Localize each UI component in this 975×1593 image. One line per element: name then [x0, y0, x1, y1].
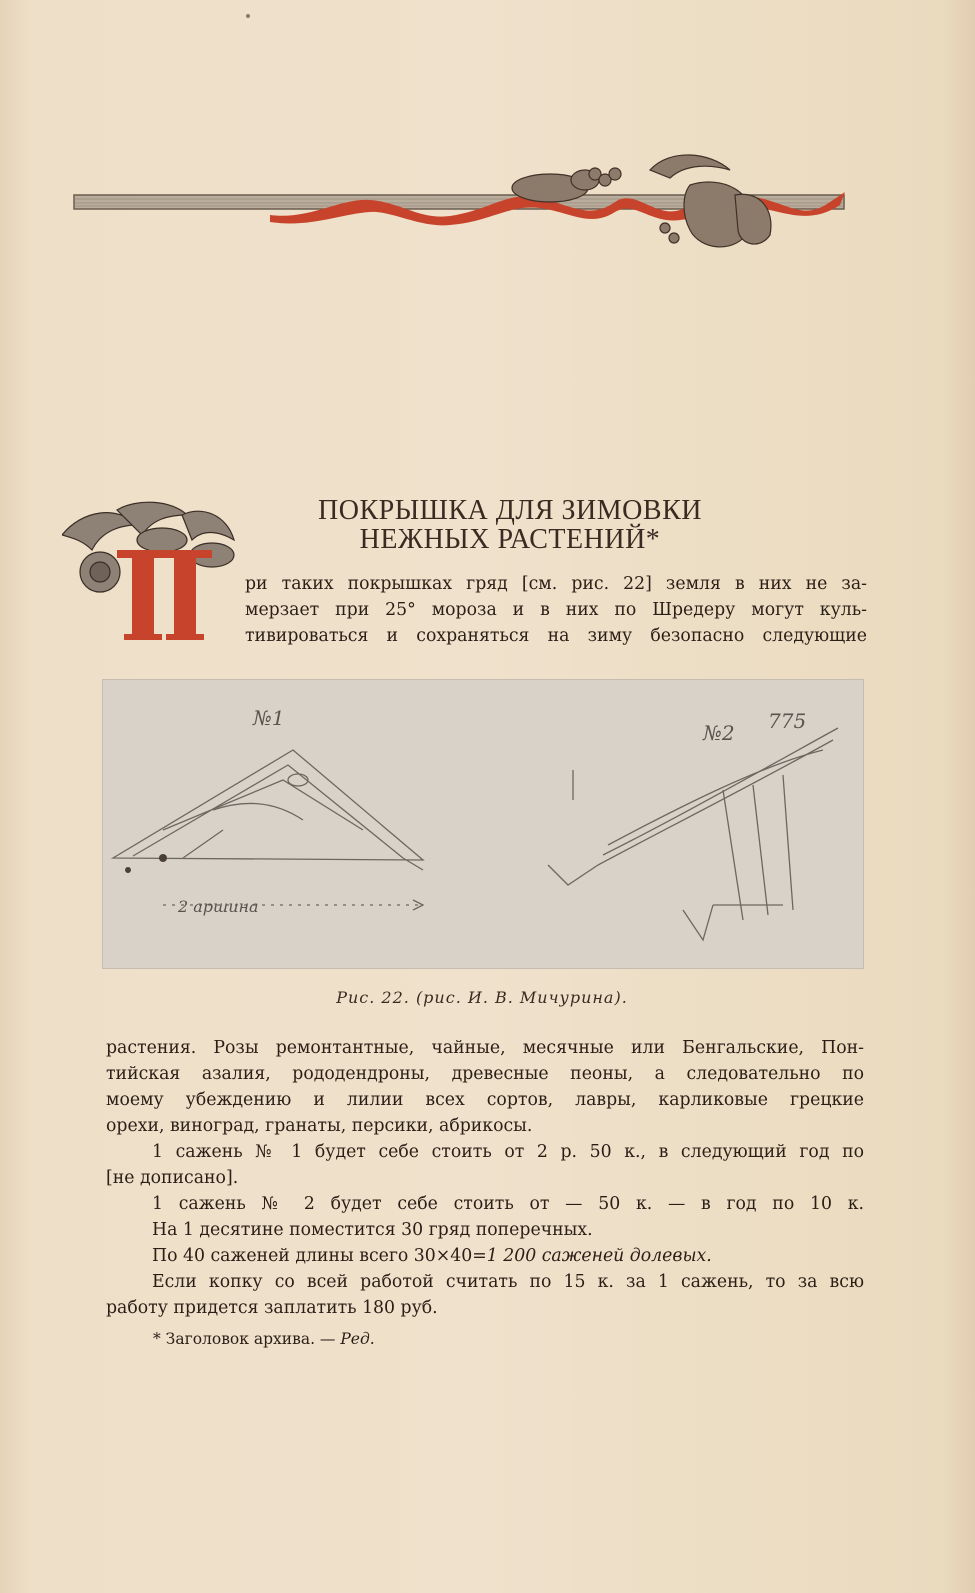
ornament-banner [70, 150, 870, 265]
body-line: Если копку со всей работой считать по 15 к. за 1 сажень, то за всю [152, 1272, 864, 1292]
caption-prefix: Рис. 22. [336, 988, 410, 1007]
body-line: растения. Розы ремонтантные, чайные, месячные или Бенгальские, Пон- [106, 1038, 864, 1058]
body-line: тийская азалия, рододендроны, древесные пеоны, а следовательно по [106, 1064, 864, 1084]
body-line: На 1 десятине поместится 30 гряд поперечных. [152, 1220, 593, 1240]
body-line: [не дописано]. [106, 1168, 239, 1188]
sketch-label-1: №1 [253, 706, 285, 730]
page-title-line-1: ПОКРЫШКА ДЛЯ ЗИМОВКИ [318, 495, 702, 526]
body-line: 1 сажень № 1 будет себе стоить от 2 р. 50 к., в следующий год по [152, 1142, 864, 1162]
body-line: орехи, виноград, гранаты, персики, абрикосы. [106, 1116, 533, 1136]
body-line: работу придется заплатить 180 руб. [106, 1298, 438, 1318]
intro-line: ри таких покрышках гряд [см. рис. 22] земля в них не за- [245, 574, 867, 594]
footnote [153, 1330, 375, 1348]
sketch-label-2: №2 [703, 721, 735, 745]
formula-result: 1 200 саженей долевых. [486, 1246, 712, 1266]
caption-rest: (рис. И. В. Мичурина). [415, 988, 628, 1007]
footnote-text: * Заголовок архива. — [153, 1330, 341, 1348]
formula-text: По 40 саженей длины всего 30×40= [152, 1246, 487, 1266]
figure-caption [102, 988, 862, 1007]
intro-line: тивироваться и сохраняться на зиму безопасно следующие [245, 626, 867, 646]
footnote-editor: Ред. [340, 1330, 375, 1348]
rose-ornament [62, 500, 242, 655]
dropcap [62, 500, 242, 655]
page-title-line-2: НЕЖНЫХ РАСТЕНИЙ* [359, 524, 661, 555]
body-line: моему убеждению и лилии всех сортов, лавры, карликовые грецкие [106, 1090, 864, 1110]
body-line [106, 1244, 864, 1270]
paper-speck [246, 14, 250, 18]
figure-sketch [102, 679, 864, 969]
sketch-label-3: 775 [768, 709, 807, 733]
body-line: 1 сажень № 2 будет себе стоить от — 50 к. — в год по 10 к. [152, 1194, 864, 1214]
sketch-arrow-text: 2 аршина [178, 897, 259, 916]
intro-line: мерзает при 25° мороза и в них по Шредеру могут куль- [245, 600, 867, 620]
dropcap-letter: П [62, 500, 63, 501]
